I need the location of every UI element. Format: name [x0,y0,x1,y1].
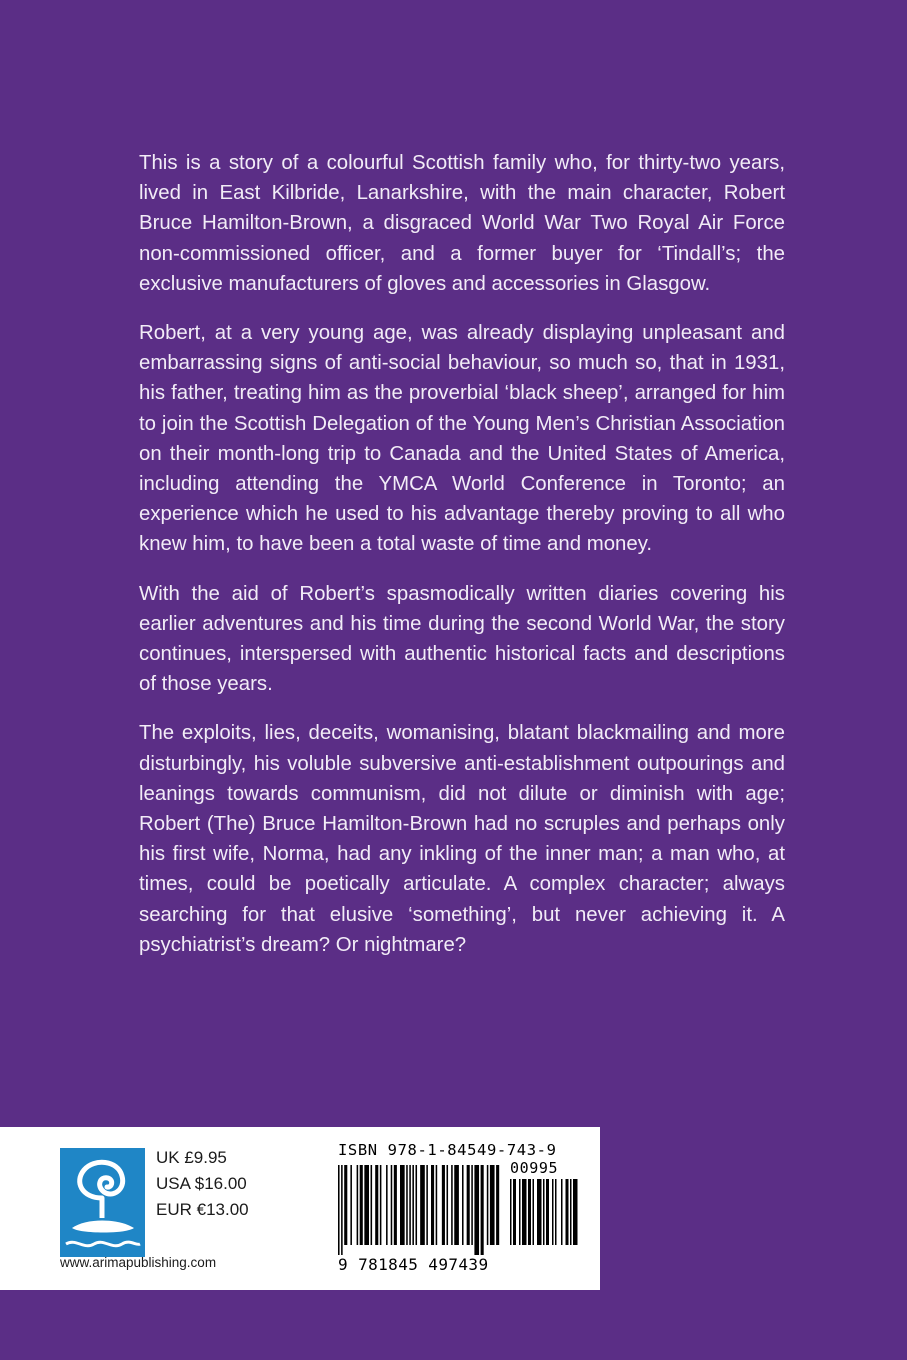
barcode-bar [474,1165,479,1255]
isbn-barcode [338,1141,588,1281]
barcode-bar [386,1165,388,1245]
barcode-bar [471,1165,473,1245]
barcode-bar [436,1165,438,1245]
blurb-paragraph-4: The exploits, lies, deceits, womanising, blatant blackmailing and more disturbingly, his voluble subversive anti-establishment outpourings and leanings towards communism, did not dilute or diminish with age; Robert (The) Bruce Hamilton-Brown had no scruples and perhaps only his first wife, Norma, had any inkling of the inner man; a man who, at times, could be poetically articulate. A complex character; always searching for that elusive ‘something’, but never achieving it. A psychiatrist’s dream? Or nightmare? [139,722,785,956]
barcode-bar [454,1165,459,1245]
publisher-info-panel [0,1127,600,1290]
barcode-bar [533,1179,535,1245]
publisher-website: www.arimapublishing.com [60,1255,217,1270]
blurb-paragraph-3: With the aid of Robert’s spasmodically written diaries covering his earlier adventures and his time during the second World War, the story continues, interspersed with authentic historical facts and descriptions of those years. [139,582,785,696]
barcode-bar [513,1179,516,1245]
back-cover-blurb [139,148,785,979]
barcode-bar [420,1165,425,1245]
price-supplement-code: 00995 [510,1159,559,1177]
barcode-bar [561,1179,563,1245]
barcode-bar [341,1165,343,1255]
barcode-bar [566,1179,569,1245]
barcode-bar [416,1165,418,1245]
barcode-bar [426,1165,428,1245]
barcode-bar [344,1165,347,1245]
barcode-bar [451,1165,453,1245]
barcode-bar [360,1165,363,1245]
barcode-bar [546,1179,549,1245]
barcode-bar [570,1179,572,1245]
barcode-bar [380,1165,382,1245]
barcode-bar [338,1165,340,1255]
barcode-bar [462,1165,464,1245]
barcode-bar [522,1179,527,1245]
barcode-bar [467,1165,470,1245]
barcode-bar [481,1165,484,1255]
barcode-bar [394,1165,397,1245]
barcode-bar [400,1165,405,1245]
price-uk: UK £9.95 [156,1148,227,1167]
blurb-paragraph-2: Robert, at a very young age, was already displaying unpleasant and embarrassing signs of anti-social behaviour, so much so, that in 1931, his father, treating him as the proverbial ‘black sheep’, arranged for him to join the Scottish Delegation of the Young Men’s Christian Association on their month-long trip to Canada and the United States of America, including attending the YMCA World Conference in Toronto; an experience which he used to his advantage thereby proving to all who knew him, to have been a total waste of time and money. [139,322,785,556]
barcode-bar [510,1179,512,1245]
ean-barcode-bars [338,1165,500,1255]
barcode-bar [537,1179,542,1245]
barcode-bar [496,1165,499,1245]
barcode-bar [490,1165,495,1245]
barcode-bar [409,1165,411,1245]
barcode-bar [406,1165,408,1245]
barcode-bar [357,1165,359,1245]
price-usa: USA $16.00 [156,1174,247,1193]
barcode-bar [364,1165,369,1245]
barcode-bar [442,1165,445,1245]
barcode-bar [391,1165,393,1245]
barcode-bar [431,1165,434,1245]
barcode-bar [552,1179,554,1245]
barcode-bar [543,1179,545,1245]
barcode-bar [573,1179,578,1245]
barcode-bar [487,1165,489,1245]
barcode-bar [371,1165,373,1245]
barcode-bar [528,1179,531,1245]
barcode-bar [350,1165,352,1245]
barcode-bar [447,1165,449,1245]
ean-digits: 9 781845 497439 [338,1255,489,1274]
supplement-barcode-bars [510,1179,586,1255]
barcode-bar [555,1179,557,1245]
isbn-label: ISBN 978-1-84549-743-9 [338,1141,557,1159]
blurb-paragraph-1: This is a story of a colourful Scottish family who, for thirty-two years, lived in East Kilbride, Lanarkshire, with the main character, Robert Bruce Hamilton-Brown, a disgraced World War Two Royal Air Force non-commissioned officer, and a former buyer for ‘Tindall’s; the exclusive manufacturers of gloves and accessories in Glasgow. [139,152,785,295]
barcode-bar [375,1165,378,1245]
barcode-bar [519,1179,521,1245]
barcode-bar [412,1165,414,1245]
spiral-tree-logo-icon [60,1148,145,1257]
price-list [156,1145,249,1223]
price-eur: EUR €13.00 [156,1200,249,1219]
